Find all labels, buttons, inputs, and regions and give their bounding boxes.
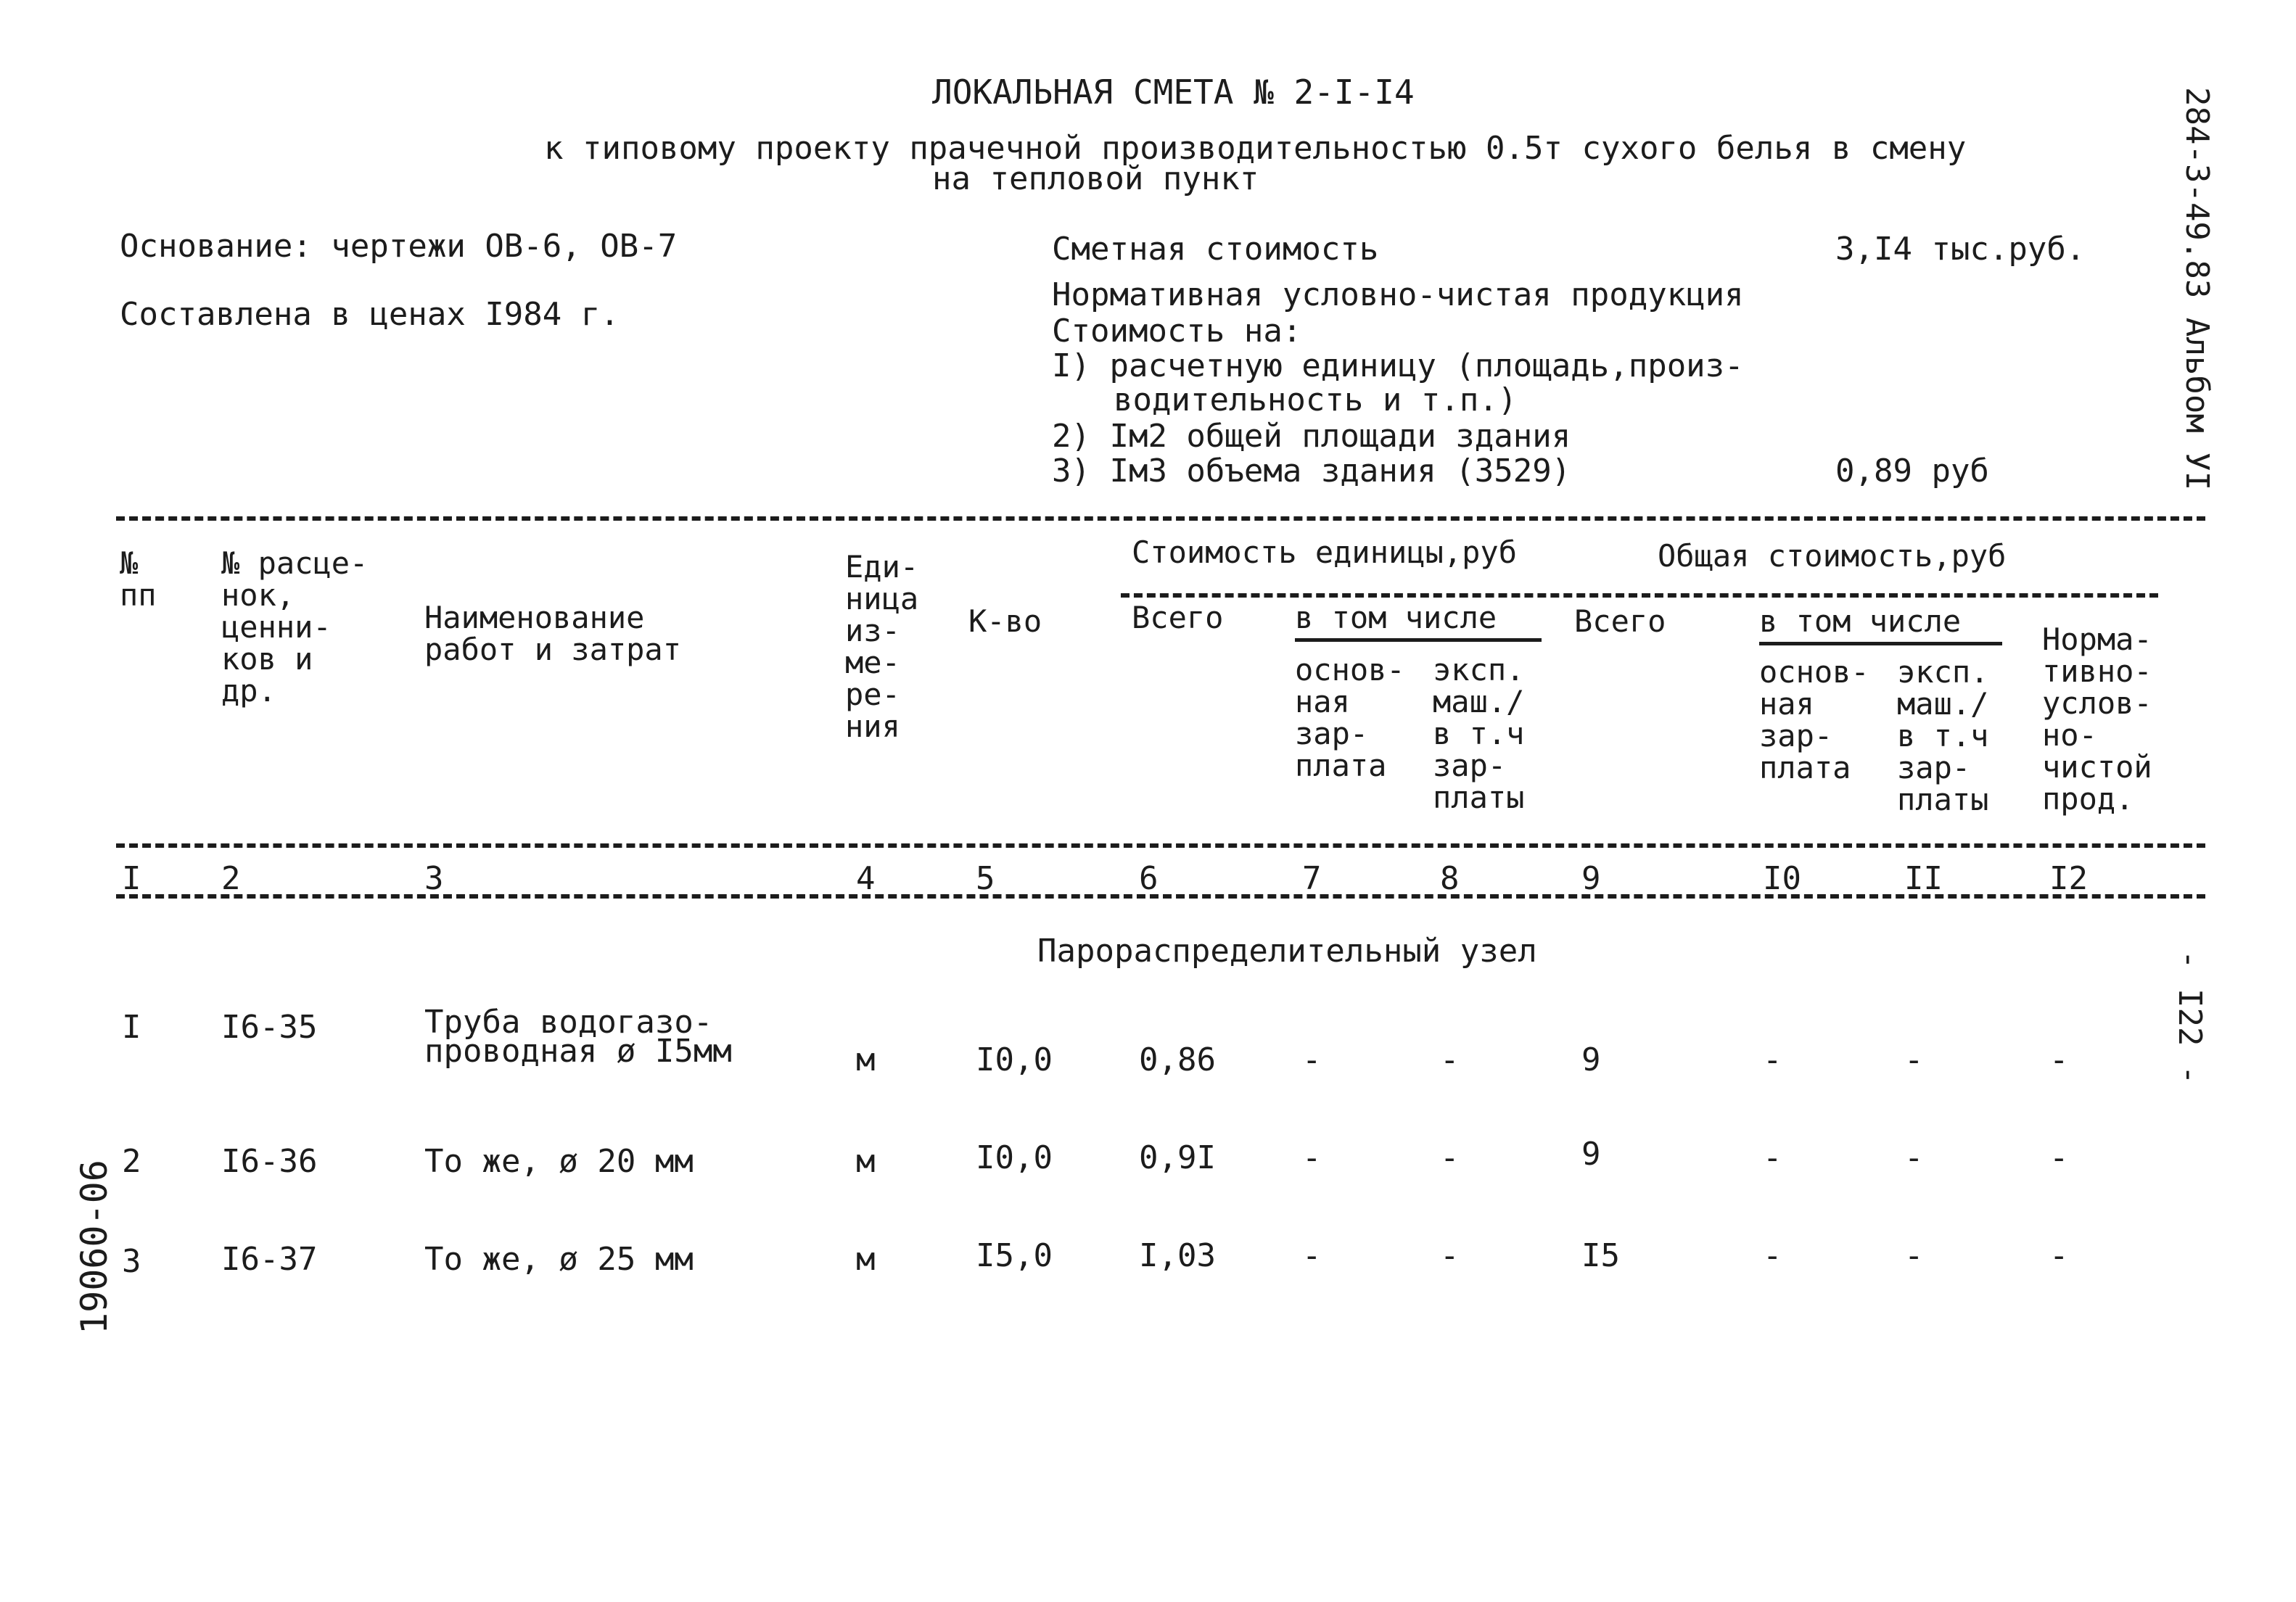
header-unit-cost: Стоимость единицы,руб xyxy=(1132,534,1518,570)
cost-per-label: Стоимость на: xyxy=(1052,313,1302,350)
row-total: 9 xyxy=(1581,1136,1601,1173)
row-c7: - xyxy=(1302,1041,1322,1078)
row-qty: I0,0 xyxy=(976,1041,1053,1078)
row-num: 2 xyxy=(122,1143,141,1180)
header-unit-mach: эксп. маш./ в т.ч зар- платы xyxy=(1433,652,1525,815)
header-top-rule xyxy=(116,516,2205,521)
colnum-1: I xyxy=(122,860,141,897)
header-name: Наименование работ и затрат xyxy=(424,600,682,667)
header-total-incl-underline xyxy=(1759,642,2002,645)
basis-text: Основание: чертежи ОВ-6, ОВ-7 xyxy=(120,228,678,265)
row-cost: 0,9I xyxy=(1139,1139,1216,1176)
row-c7: - xyxy=(1302,1139,1322,1176)
row-c12: - xyxy=(2049,1041,2069,1078)
colnum-6: 6 xyxy=(1139,860,1159,897)
row-c10: - xyxy=(1763,1139,1782,1176)
row-c8: - xyxy=(1440,1041,1460,1078)
cost-per-2: 2) Iм2 общей площади здания xyxy=(1052,418,1571,455)
header-unit-incl: в том числе xyxy=(1295,600,1497,635)
row-unit: м xyxy=(856,1241,876,1278)
colnum-10: I0 xyxy=(1763,860,1801,897)
row-total: I5 xyxy=(1581,1237,1620,1274)
row-c12: - xyxy=(2049,1139,2069,1176)
row-qty: I5,0 xyxy=(976,1237,1053,1274)
header-total-mach: эксп. маш./ в т.ч зар- платы xyxy=(1897,654,1989,817)
row-unit: м xyxy=(856,1143,876,1180)
side-album-code: 284-3-49.83 Альбом УI xyxy=(2178,87,2215,491)
row-c10: - xyxy=(1763,1237,1782,1274)
header-bottom-rule xyxy=(116,843,2205,848)
row-c7: - xyxy=(1302,1237,1322,1274)
colnum-7: 7 xyxy=(1302,860,1322,897)
row-code: I6-37 xyxy=(221,1241,318,1278)
row-c12: - xyxy=(2049,1237,2069,1274)
document-subtitle: к типовому проекту прачечной производительностью 0.5т сухого белья в смену xyxy=(544,130,1967,167)
colnum-3: 3 xyxy=(424,860,444,897)
row-num: 3 xyxy=(122,1243,141,1280)
row-unit: м xyxy=(856,1041,876,1078)
header-unit: Еди- ница из- ме- ре- ния xyxy=(845,549,919,744)
row-c11: - xyxy=(1904,1237,1924,1274)
row-c10: - xyxy=(1763,1041,1782,1078)
row-c8: - xyxy=(1440,1139,1460,1176)
row-c11: - xyxy=(1904,1139,1924,1176)
header-norm: Норма- тивно- услов- но- чистой прод. xyxy=(2042,622,2152,817)
colnum-8: 8 xyxy=(1440,860,1460,897)
row-name: То же, ø 25 мм xyxy=(424,1241,694,1278)
row-cost: 0,86 xyxy=(1139,1041,1216,1078)
prices-text: Составлена в ценах I984 г. xyxy=(120,296,620,333)
cost-value: 3,I4 тыс.руб. xyxy=(1835,231,2086,268)
cost-label: Сметная стоимость xyxy=(1052,231,1379,268)
header-total-cost: Общая стоимость,руб xyxy=(1658,538,2007,574)
row-name: То же, ø 20 мм xyxy=(424,1143,694,1180)
section-title: Парораспределительный узел xyxy=(1037,933,1537,970)
colnum-4: 4 xyxy=(856,860,876,897)
row-name: Труба водогазо- проводная ø I5мм xyxy=(424,1004,732,1070)
archive-stamp: 19060-06 xyxy=(73,1160,115,1334)
document-title: ЛОКАЛЬНАЯ СМЕТА № 2-I-I4 xyxy=(932,73,1415,112)
row-code: I6-36 xyxy=(221,1143,318,1180)
colnum-5: 5 xyxy=(976,860,995,897)
row-num: I xyxy=(122,1009,141,1046)
cost-per-3: 3) Iм3 объема здания (3529) xyxy=(1052,453,1571,490)
colnum-9: 9 xyxy=(1581,860,1601,897)
colnum-12: I2 xyxy=(2049,860,2088,897)
norm-label: Нормативная условно-чистая продукция xyxy=(1052,276,1744,313)
row-cost: I,03 xyxy=(1139,1237,1216,1274)
colnum-11: II xyxy=(1904,860,1943,897)
header-unit-base-wage: основ- ная зар- плата xyxy=(1295,652,1405,783)
header-code: № расце- нок, ценни- ков и др. xyxy=(221,545,369,709)
header-total-incl: в том числе xyxy=(1759,603,1962,639)
row-code: I6-35 xyxy=(221,1009,318,1046)
document-subtitle-2: на тепловой пункт xyxy=(932,160,1259,197)
row-c11: - xyxy=(1904,1041,1924,1078)
page-number: - I22 - xyxy=(2171,950,2208,1085)
header-total-base-wage: основ- ная зар- плата xyxy=(1759,654,1869,785)
cost-per-3-value: 0,89 руб xyxy=(1835,453,1989,490)
header-unit-all: Всего xyxy=(1132,600,1224,635)
header-unit-incl-underline xyxy=(1295,638,1542,642)
cost-per-1a: I) расчетную единицу (площадь,произ- xyxy=(1052,347,1744,384)
header-qty: К-во xyxy=(968,603,1042,639)
header-num: № пп xyxy=(120,545,157,613)
header-mid-rule xyxy=(1121,593,2158,598)
cost-per-1b: водительность и т.п.) xyxy=(1114,381,1518,418)
colnum-2: 2 xyxy=(221,860,241,897)
row-qty: I0,0 xyxy=(976,1139,1053,1176)
header-total-all: Всего xyxy=(1574,603,1666,639)
row-c8: - xyxy=(1440,1237,1460,1274)
row-total: 9 xyxy=(1581,1041,1601,1078)
